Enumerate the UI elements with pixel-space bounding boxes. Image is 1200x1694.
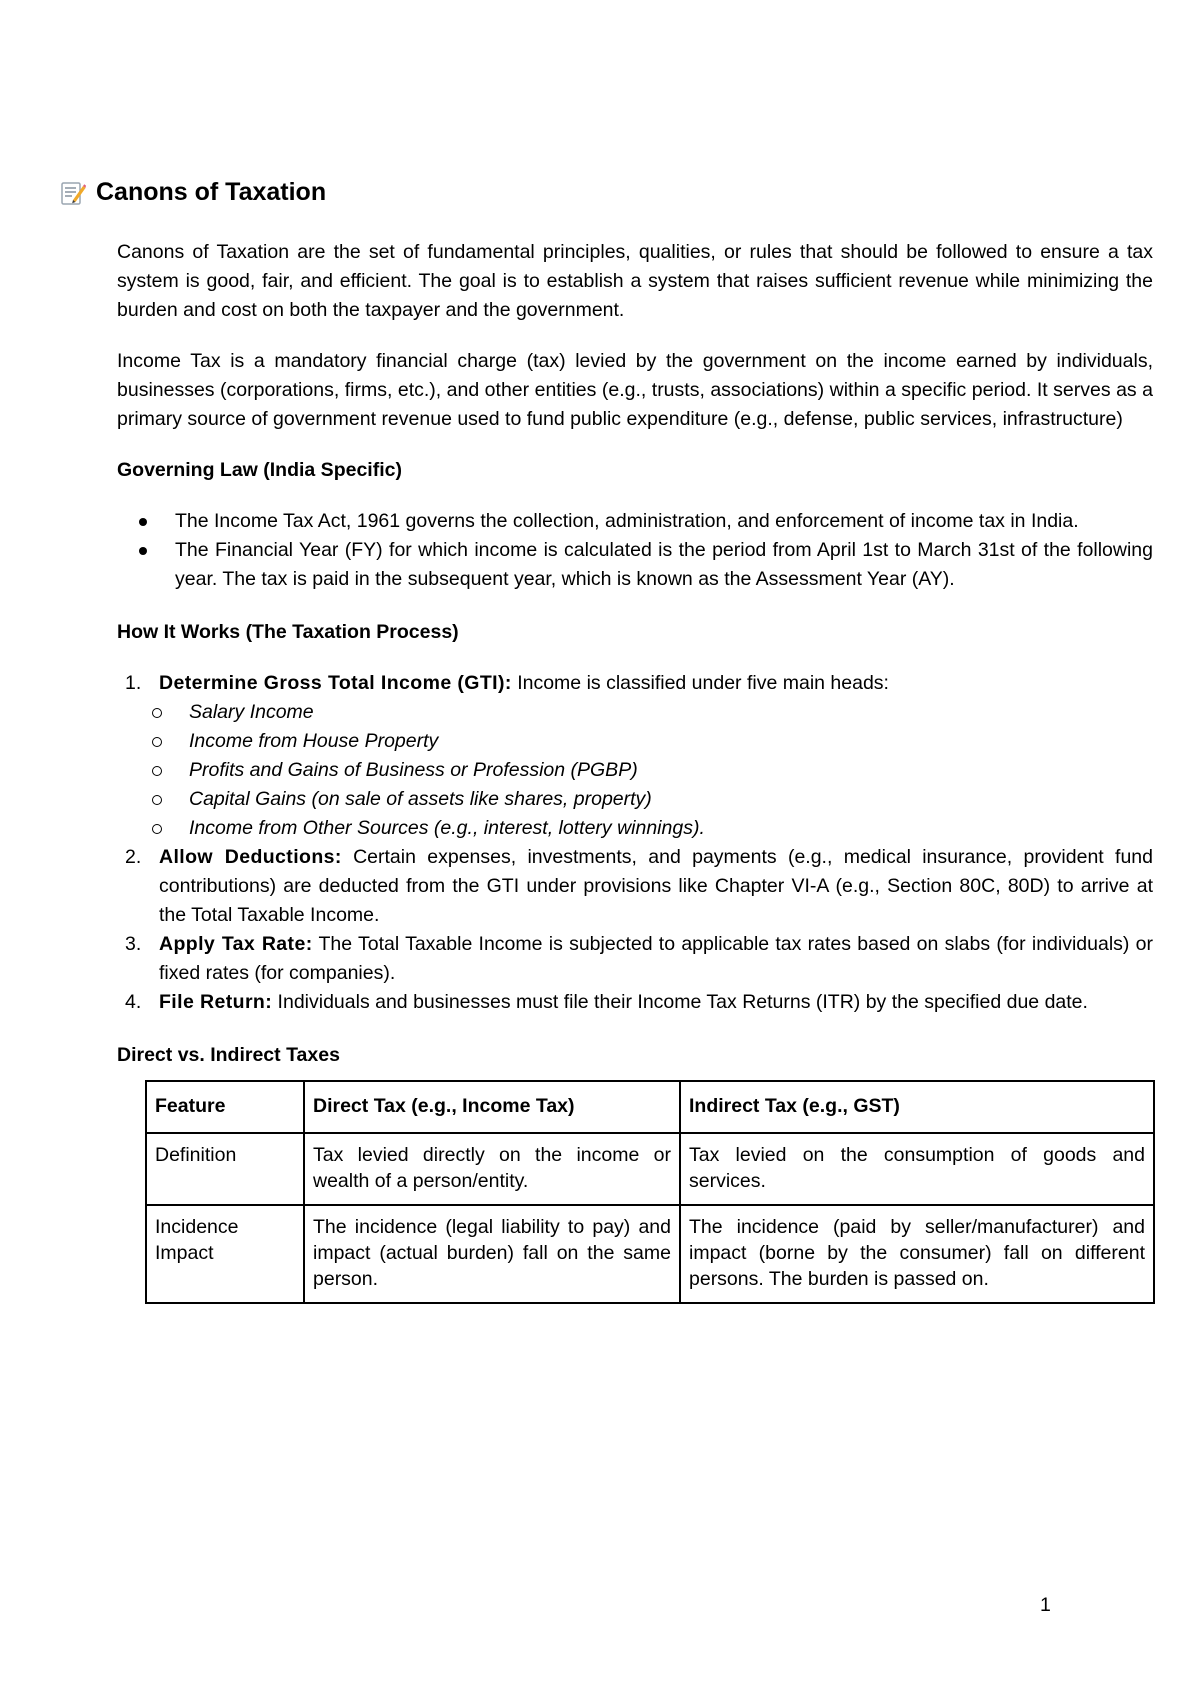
step-label: Apply Tax Rate: — [159, 933, 313, 955]
bullet-icon — [139, 518, 147, 526]
table-cell: Incidence Impact — [146, 1205, 304, 1303]
circle-bullet-icon — [152, 824, 162, 834]
document-body — [117, 238, 1153, 1304]
step-text: Certain expenses, investments, and payments (e.g., medical insurance, provident fund contributions) are deducted from the GTI under provisions like Chapter VI-A (e.g., Section 80C, 80D) to arrive at the Total Taxable Income. — [159, 846, 1153, 926]
table-cell: Tax levied on the consumption of goods and services. — [680, 1133, 1154, 1205]
table-cell: Definition — [146, 1133, 304, 1205]
step-item — [117, 843, 1153, 930]
list-item-text: The Financial Year (FY) for which income is calculated is the period from April 1st to March 31st of the following year. The tax is paid in the subsequent year, which is known as the Assessment Year (AY). — [175, 539, 1153, 590]
table-row — [146, 1205, 1154, 1303]
table-row — [146, 1133, 1154, 1205]
step-number: 2. — [125, 846, 142, 868]
step-item — [117, 669, 1153, 843]
page-number: 1 — [1040, 1594, 1051, 1616]
circle-bullet-icon — [152, 766, 162, 776]
step-number: 3. — [125, 933, 142, 955]
list-item-text: The Income Tax Act, 1961 governs the collection, administration, and enforcement of income tax in India. — [175, 510, 1079, 532]
list-item — [117, 536, 1153, 594]
income-tax-paragraph: Income Tax is a mandatory financial charge (tax) levied by the government on the income earned by individuals, businesses (corporations, firms, etc.), and other entities (e.g., trusts, associations) within a specific period. It serves as a primary source of government revenue used to fund public expenditure (e.g., defense, public services, infrastructure) — [117, 350, 1153, 430]
governing-law-list — [117, 507, 1153, 594]
bullet-icon — [139, 547, 147, 555]
table-cell: The incidence (legal liability to pay) and impact (actual burden) fall on the same person. — [304, 1205, 680, 1303]
circle-bullet-icon — [152, 737, 162, 747]
table-header-row — [146, 1081, 1154, 1133]
income-head-item — [117, 814, 1153, 843]
comparison-table-wrapper — [145, 1080, 1153, 1304]
circle-bullet-icon — [152, 708, 162, 718]
circle-bullet-icon — [152, 795, 162, 805]
income-head-item — [117, 727, 1153, 756]
comparison-table — [145, 1080, 1155, 1304]
income-head-item — [117, 698, 1153, 727]
column-header: Feature — [146, 1081, 304, 1133]
title-text: Canons of Taxation — [96, 178, 327, 206]
income-head-item — [117, 756, 1153, 785]
step-label: File Return: — [159, 991, 273, 1013]
taxation-steps-list — [117, 669, 1153, 1017]
step-number: 4. — [125, 991, 142, 1013]
income-head-text: Profits and Gains of Business or Profession (PGBP) — [189, 759, 638, 781]
column-header: Direct Tax (e.g., Income Tax) — [304, 1081, 680, 1133]
memo-icon — [60, 180, 86, 206]
step-item — [117, 930, 1153, 988]
income-head-text: Salary Income — [189, 701, 314, 723]
step-text: Income is classified under five main heads: — [511, 672, 889, 694]
step-label: Allow Deductions: — [159, 846, 342, 868]
intro-paragraph: Canons of Taxation are the set of fundamental principles, qualities, or rules that should be followed to ensure a tax system is good, fair, and efficient. The goal is to establish a system that raises sufficient revenue while minimizing the burden and cost on both the taxpayer and the government. — [117, 241, 1153, 321]
step-label: Determine Gross Total Income (GTI): — [159, 672, 512, 694]
comparison-heading: Direct vs. Indirect Taxes — [117, 1044, 340, 1066]
how-it-works-heading: How It Works (The Taxation Process) — [117, 621, 459, 643]
governing-law-heading: Governing Law (India Specific) — [117, 459, 402, 481]
income-heads-list — [117, 698, 1153, 843]
page-title — [60, 178, 326, 207]
income-head-text: Income from Other Sources (e.g., interest, lottery winnings). — [189, 817, 705, 839]
step-item — [117, 988, 1153, 1017]
list-item — [117, 507, 1153, 536]
table-cell: Tax levied directly on the income or wealth of a person/entity. — [304, 1133, 680, 1205]
step-text: The Total Taxable Income is subjected to applicable tax rates based on slabs (for individuals) or fixed rates (for companies). — [159, 933, 1153, 984]
step-text: Individuals and businesses must file their Income Tax Returns (ITR) by the specified due date. — [272, 991, 1088, 1013]
income-head-text: Income from House Property — [189, 730, 439, 752]
step-number: 1. — [125, 672, 142, 694]
column-header: Indirect Tax (e.g., GST) — [680, 1081, 1154, 1133]
income-head-text: Capital Gains (on sale of assets like shares, property) — [189, 788, 652, 810]
table-cell: The incidence (paid by seller/manufacturer) and impact (borne by the consumer) fall on different persons. The burden is passed on. — [680, 1205, 1154, 1303]
income-head-item — [117, 785, 1153, 814]
